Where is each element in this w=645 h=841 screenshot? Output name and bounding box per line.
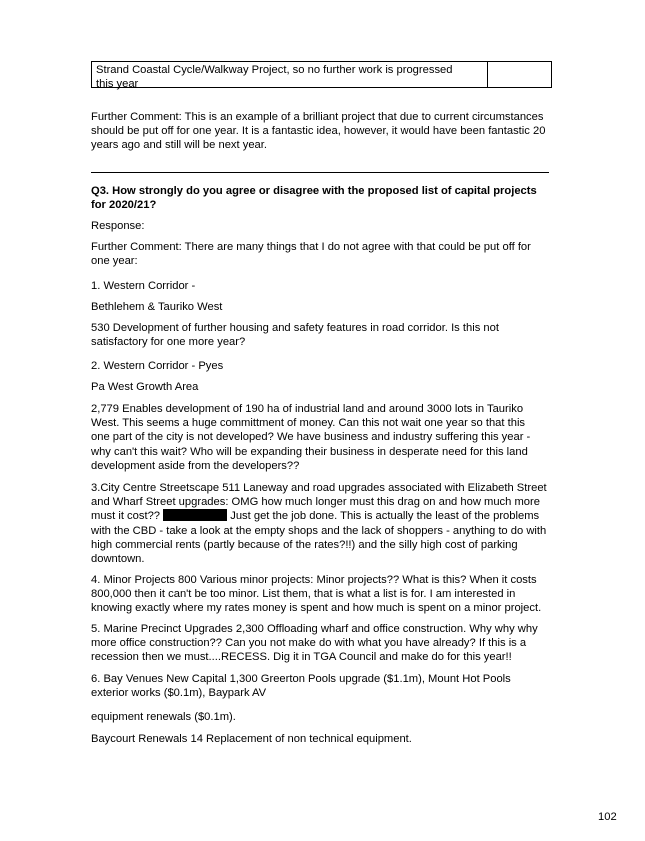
further-comment-paragraph xyxy=(91,240,559,268)
table-cell-empty xyxy=(488,62,551,87)
text-line: for 2020/21? xyxy=(91,199,157,212)
table-cell-description xyxy=(92,62,488,91)
text-line: why can't this wait? Who will be expanding their business in desperate need for this land xyxy=(91,445,528,458)
list-item-body xyxy=(91,481,559,566)
text-fragment: Just get the job done. This is actually the least of the problems xyxy=(230,510,540,523)
text-line: satisfactory for one more year? xyxy=(91,336,246,349)
text-line: 6. Bay Venues New Capital 1,300 Greerton Pools upgrade ($1.1m), Mount Hot Pools xyxy=(91,673,511,685)
horizontal-rule xyxy=(91,172,549,173)
text-line: 5. Marine Precinct Upgrades 2,300 Offloading wharf and office construction. Why why why xyxy=(91,623,538,635)
list-item-body: Baycourt Renewals 14 Replacement of non technical equipment. xyxy=(91,733,412,745)
text-line: one year: xyxy=(91,255,138,268)
text-line: Q3. How strongly do you agree or disagree with the proposed list of capital projects xyxy=(91,185,537,197)
redaction-block xyxy=(163,509,227,521)
text-line: recession then we must....RECESS. Dig it in TGA Council and make do for this year!! xyxy=(91,651,512,664)
list-item-body xyxy=(91,402,559,473)
text-fragment: must it cost?? xyxy=(91,510,161,523)
text-line: with the CBD - take a look at the empty shops and the lack of shoppers - anything to do with xyxy=(91,524,547,537)
text-line: 2,779 Enables development of 190 ha of industrial land and around 3000 lots in Tauriko xyxy=(91,403,524,415)
text-line: high commercial rents (partly because of the rates?!!) and the silly high cost of parking xyxy=(91,538,518,551)
further-comment-paragraph xyxy=(91,110,559,153)
text-line: West. This seems a huge committment of money. Can this not wait one year so that this xyxy=(91,417,526,430)
text-line: development aside from the developers?? xyxy=(91,459,300,472)
text-line-with-redaction xyxy=(91,509,559,523)
text-line: more office construction?? Can you not make do with what you have already? If this is a xyxy=(91,637,527,650)
list-item-subtitle: Pa West Growth Area xyxy=(91,381,199,393)
text-line: exterior works ($0.1m), Baypark AV xyxy=(91,687,267,700)
response-label: Response: xyxy=(91,220,145,232)
list-item-subtitle: Bethlehem & Tauriko West xyxy=(91,301,223,313)
table-cell-line: this year xyxy=(96,78,139,91)
list-item-body xyxy=(91,672,559,700)
page-number: 102 xyxy=(598,811,617,823)
question-heading xyxy=(91,184,559,212)
text-line: knowing exactly where my rates money is spent and how much is spent on a minor project. xyxy=(91,602,542,615)
list-item-title: 1. Western Corridor - xyxy=(91,280,196,292)
table-row xyxy=(91,61,552,91)
list-item-body xyxy=(91,321,559,349)
text-line: Further Comment: There are many things that I do not agree with that could be put off for xyxy=(91,241,531,253)
text-line: 800,000 then it can't be too minor. List them, that is what a list is for. I am interested in xyxy=(91,588,516,601)
text-line: one part of the city is not developed? We have business and industry suffering this year - xyxy=(91,431,531,444)
text-line: should be put off for one year. It is a fantastic idea, however, it would have been fantastic 20 xyxy=(91,125,546,138)
list-item-continuation: equipment renewals ($0.1m). xyxy=(91,711,236,723)
list-item-body xyxy=(91,622,559,665)
text-line: 530 Development of further housing and safety features in road corridor. Is this not xyxy=(91,322,499,334)
text-line: 3.City Centre Streetscape 511 Laneway and road upgrades associated with Elizabeth Street xyxy=(91,482,547,494)
text-line: Further Comment: This is an example of a brilliant project that due to current circumstances xyxy=(91,111,544,123)
text-line: 4. Minor Projects 800 Various minor projects: Minor projects?? What is this? When it costs xyxy=(91,574,537,586)
table-cell-line: Strand Coastal Cycle/Walkway Project, so no further work is progressed xyxy=(96,64,453,76)
list-item-title: 2. Western Corridor - Pyes xyxy=(91,360,224,372)
list-item-body xyxy=(91,573,559,616)
text-line: years ago and still will be next year. xyxy=(91,139,267,152)
text-line: and Wharf Street upgrades: OMG how much longer must this drag on and how much more xyxy=(91,496,540,509)
text-line: downtown. xyxy=(91,553,145,566)
